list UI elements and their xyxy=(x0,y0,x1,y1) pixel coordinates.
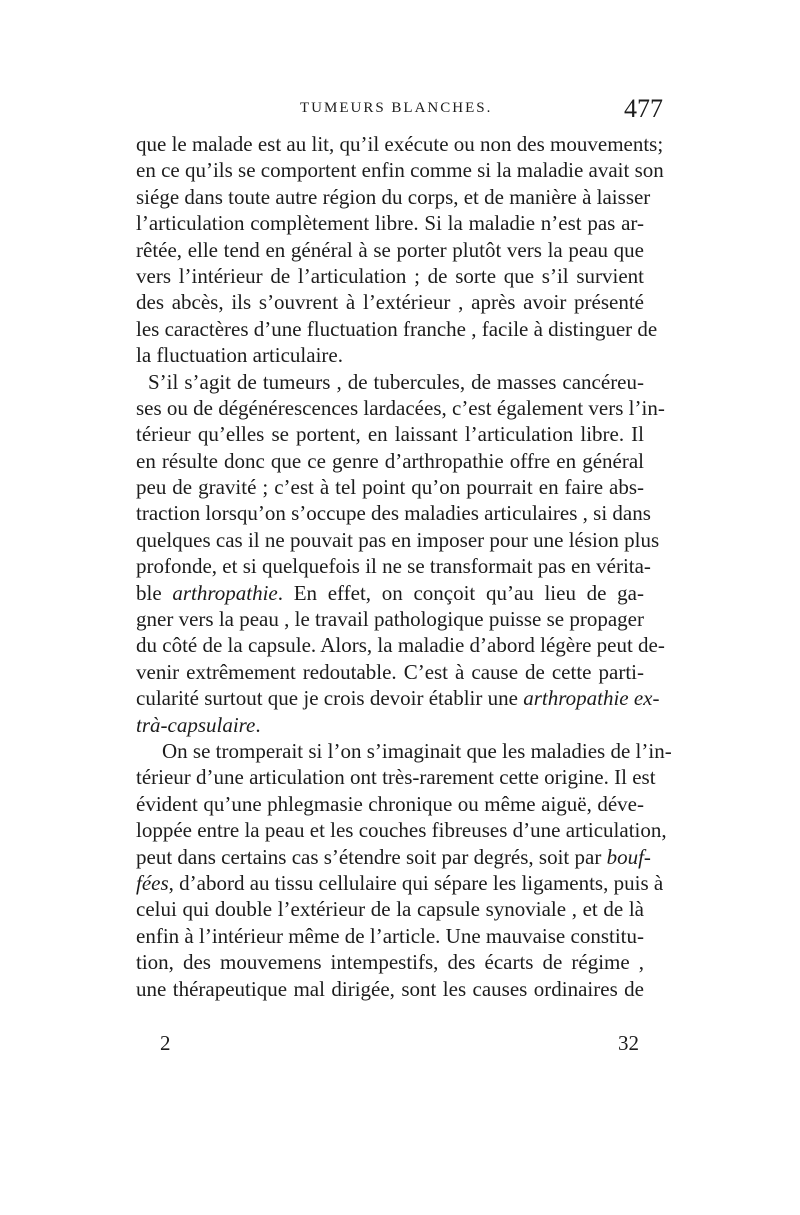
text-line: une thérapeutique mal dirigée, sont les causes ordinaires de xyxy=(136,976,644,1001)
text-line xyxy=(136,712,644,738)
italic-term: arthropathie xyxy=(172,580,278,605)
text-segment: . xyxy=(255,712,261,737)
paragraph xyxy=(136,369,665,738)
running-head xyxy=(0,96,800,126)
text-line: traction lorsqu’on s’occupe des maladies articulaires , si dans xyxy=(136,501,651,526)
text-line: peu de gravité ; c’est à tel point qu’on pourrait en faire abs- xyxy=(136,475,644,500)
text-line: en résulte donc que ce genre d’arthropathie offre en général xyxy=(136,448,644,473)
text-line: profonde, et si quelquefois il ne se transformait pas en vérita- xyxy=(136,554,651,579)
text-line: que le malade est au lit, qu’il exécute ou non des mouvements; xyxy=(136,132,664,156)
text-line: siége dans toute autre région du corps, et de manière à laisser xyxy=(136,184,651,209)
text-line: enfin à l’intérieur même de l’article. Une mauvaise constitu- xyxy=(136,923,644,948)
text-line: loppée entre la peau et les couches fibreuses d’une articulation, xyxy=(136,818,667,843)
italic-term: fées xyxy=(136,870,169,895)
text-segment: , d’abord au tissu cellulaire qui sépare les ligaments, puis à xyxy=(168,870,664,895)
paragraph xyxy=(136,738,672,1002)
text-line: venir extrêmement redoutable. C’est à cause de cette parti- xyxy=(136,659,644,684)
text-line: la fluctuation articulaire. xyxy=(136,343,343,368)
text-line: quelques cas il ne pouvait pas en imposer pour une lésion plus xyxy=(136,527,660,552)
signature-mark-left: 2 xyxy=(160,1031,171,1055)
text-line: des abcès, ils s’ouvrent à l’extérieur , après avoir présenté xyxy=(136,290,644,315)
italic-term: trà-capsulaire xyxy=(136,712,256,737)
running-title: TUMEURS BLANCHES. xyxy=(300,100,493,116)
text-line xyxy=(136,685,660,711)
text-segment: peut dans certains cas s’étendre soit par degrés, soit par xyxy=(136,844,607,869)
text-line: l’articulation complètement libre. Si la maladie n’est pas ar- xyxy=(136,211,644,236)
text-line: celui qui double l’extérieur de la capsule synoviale , et de là xyxy=(136,897,644,922)
page-number: 477 xyxy=(624,94,663,123)
signature-mark-right: 32 xyxy=(618,1031,639,1055)
text-line: ses ou de dégénérescences lardacées, c’est également vers l’in- xyxy=(136,395,665,420)
italic-term: arthropathie ex- xyxy=(523,686,660,711)
text-line: rêtée, elle tend en général à se porter plutôt vers la peau que xyxy=(136,237,644,262)
paragraph xyxy=(136,131,664,369)
text-line: gner vers la peau , le travail pathologique puisse se propager xyxy=(136,607,644,632)
text-line: du côté de la capsule. Alors, la maladie d’abord légère peut de- xyxy=(136,633,665,658)
body-text xyxy=(136,131,672,1002)
text-line: vers l’intérieur de l’articulation ; de sorte que s’il survient xyxy=(136,263,644,288)
text-segment: ble xyxy=(136,580,173,605)
text-line xyxy=(136,580,644,606)
text-line: tion, des mouvemens intempestifs, des écarts de régime , xyxy=(136,950,644,975)
text-line xyxy=(136,870,664,896)
text-line: térieur qu’elles se portent, en laissant l’articulation libre. Il xyxy=(136,422,644,447)
text-line: S’il s’agit de tumeurs , de tubercules, de masses cancéreu- xyxy=(148,369,644,394)
text-line: térieur d’une articulation ont très-rarement cette origine. Il est xyxy=(136,765,656,790)
italic-term: bouf- xyxy=(606,844,651,869)
text-line: les caractères d’une fluctuation franche , facile à distinguer de xyxy=(136,316,658,341)
signature-line xyxy=(0,1029,800,1059)
text-line: évident qu’une phlegmasie chronique ou même aiguë, déve- xyxy=(136,791,644,816)
text-line: On se tromperait si l’on s’imaginait que les maladies de l’in- xyxy=(162,738,672,763)
text-line xyxy=(136,844,651,870)
text-segment: cularité surtout que je crois devoir établir une xyxy=(136,686,524,711)
text-segment: . En effet, on conçoit qu’au lieu de ga- xyxy=(277,580,644,605)
text-line: en ce qu’ils se comportent enfin comme si la maladie avait son xyxy=(136,158,664,183)
